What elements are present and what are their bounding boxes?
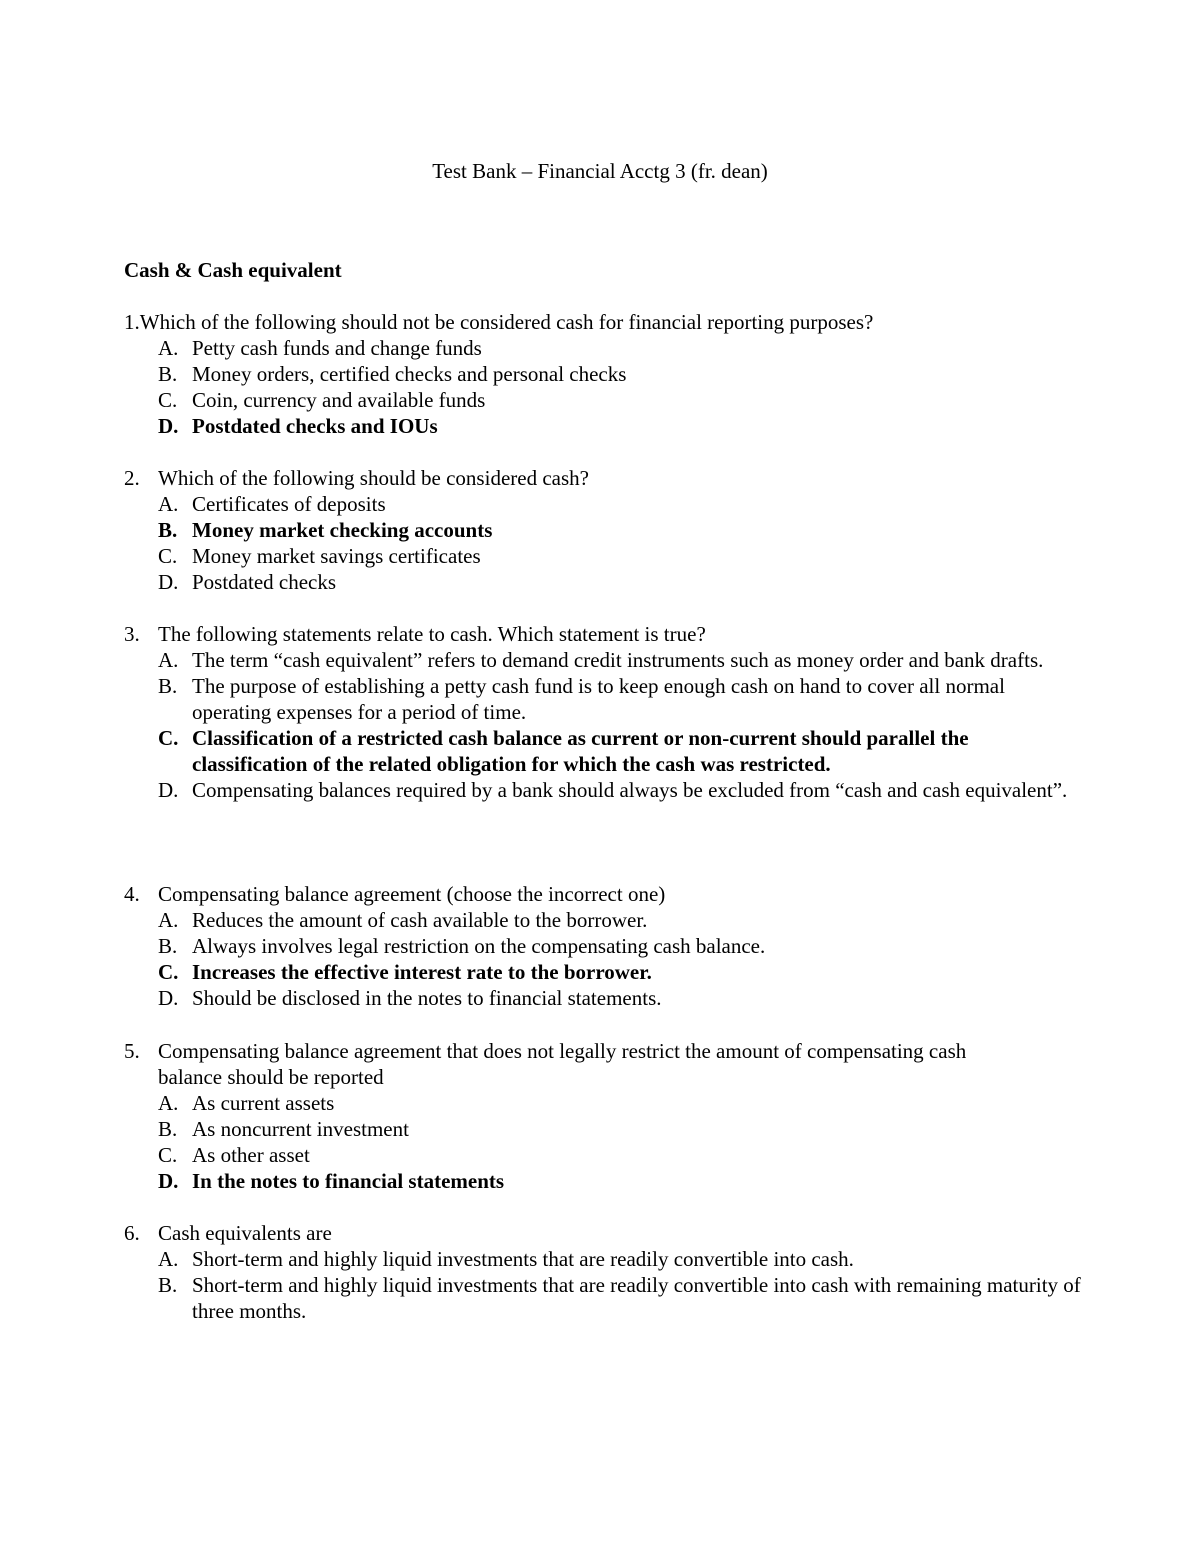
option-b (158, 1272, 1084, 1324)
option-text: Petty cash funds and change funds (192, 336, 482, 360)
option-letter: D. (158, 986, 179, 1010)
question-2 (124, 465, 1084, 595)
question-number: 4. (124, 882, 140, 906)
option-b (158, 673, 1084, 725)
option-d-correct (158, 413, 1084, 439)
option-text: As other asset (192, 1143, 310, 1167)
option-text: Coin, currency and available funds (192, 388, 486, 412)
option-letter: C. (158, 960, 179, 984)
option-letter: D. (158, 414, 179, 438)
question-text: Which of the following should not be considered cash for financial reporting purposes? (139, 310, 874, 334)
option-b-correct (158, 517, 1084, 543)
option-letter: D. (158, 570, 179, 594)
option-c (158, 387, 1084, 413)
question-number: 3. (124, 622, 140, 646)
option-text: Postdated checks and IOUs (192, 414, 438, 438)
option-d-correct (158, 1168, 1024, 1194)
option-d (158, 569, 1084, 595)
option-a (158, 1246, 1084, 1272)
option-text: The purpose of establishing a petty cash fund is to keep enough cash on hand to cover all normal operating expenses for a period of time. (192, 674, 1005, 724)
option-text: As noncurrent investment (192, 1117, 409, 1141)
option-text: Money orders, certified checks and personal checks (192, 362, 627, 386)
option-a (158, 647, 1084, 673)
question-text: Compensating balance agreement that does not legally restrict the amount of compensating cash balance should be reported (158, 1039, 967, 1089)
question-number: 5. (124, 1039, 140, 1063)
option-text: The term “cash equivalent” refers to demand credit instruments such as money order and bank drafts. (192, 648, 1044, 672)
option-letter: B. (158, 1273, 178, 1297)
question-stem (124, 1038, 1024, 1090)
option-d (158, 985, 1084, 1011)
question-number: 6. (124, 1221, 140, 1245)
option-letter: C. (158, 388, 178, 412)
option-letter: A. (158, 492, 179, 516)
document-title: Test Bank – Financial Acctg 3 (fr. dean) (432, 159, 768, 183)
option-d (158, 777, 1084, 803)
option-letter: B. (158, 674, 178, 698)
question-stem (124, 465, 1084, 491)
option-text: Short-term and highly liquid investments that are readily convertible into cash with remaining maturity of three months. (192, 1273, 1081, 1323)
option-text: Certificates of deposits (192, 492, 386, 516)
question-1 (124, 309, 1084, 439)
option-text: Money market checking accounts (192, 518, 493, 542)
option-text: Postdated checks (192, 570, 337, 594)
option-letter: C. (158, 1143, 178, 1167)
question-text: Compensating balance agreement (choose the incorrect one) (158, 882, 666, 906)
question-stem (124, 881, 1084, 907)
option-letter: A. (158, 648, 179, 672)
option-text: Classification of a restricted cash balance as current or non-current should parallel the classification of the related obligation for which the cash was restricted. (192, 726, 969, 776)
option-letter: C. (158, 544, 178, 568)
question-4 (124, 881, 1084, 1011)
option-text: Money market savings certificates (192, 544, 481, 568)
option-text: Always involves legal restriction on the compensating cash balance. (192, 934, 766, 958)
option-c-correct (158, 725, 1084, 777)
option-b (158, 361, 1084, 387)
option-b (158, 933, 1084, 959)
question-number: 1. (124, 310, 140, 334)
option-a (158, 491, 1084, 517)
option-letter: D. (158, 778, 179, 802)
option-letter: A. (158, 1091, 179, 1115)
option-c-correct (158, 959, 1084, 985)
question-number: 2. (124, 466, 140, 490)
option-letter: B. (158, 518, 178, 542)
option-letter: A. (158, 336, 179, 360)
option-b (158, 1116, 1024, 1142)
option-text: Reduces the amount of cash available to the borrower. (192, 908, 648, 932)
option-a (158, 335, 1084, 361)
option-letter: B. (158, 934, 178, 958)
option-text: Short-term and highly liquid investments that are readily convertible into cash. (192, 1247, 854, 1271)
question-text: Cash equivalents are (158, 1221, 332, 1245)
option-a (158, 1090, 1024, 1116)
question-3 (124, 621, 1084, 803)
option-text: As current assets (192, 1091, 335, 1115)
question-stem (124, 621, 1084, 647)
option-letter: B. (158, 362, 178, 386)
question-stem (124, 309, 1084, 335)
section-heading: Cash & Cash equivalent (124, 258, 342, 282)
option-text: In the notes to financial statements (192, 1169, 505, 1193)
option-a (158, 907, 1084, 933)
option-c (158, 1142, 1024, 1168)
question-text: Which of the following should be considered cash? (158, 466, 589, 490)
option-text: Increases the effective interest rate to the borrower. (192, 960, 652, 984)
option-letter: A. (158, 908, 179, 932)
option-letter: B. (158, 1117, 178, 1141)
option-letter: D. (158, 1169, 179, 1193)
option-letter: C. (158, 726, 179, 750)
option-text: Compensating balances required by a bank should always be excluded from “cash and cash equivalent”. (192, 778, 1068, 802)
question-stem (124, 1220, 1084, 1246)
question-text: The following statements relate to cash. Which statement is true? (158, 622, 706, 646)
question-5 (124, 1038, 1024, 1194)
question-6 (124, 1220, 1084, 1324)
option-c (158, 543, 1084, 569)
option-letter: A. (158, 1247, 179, 1271)
option-text: Should be disclosed in the notes to financial statements. (192, 986, 662, 1010)
